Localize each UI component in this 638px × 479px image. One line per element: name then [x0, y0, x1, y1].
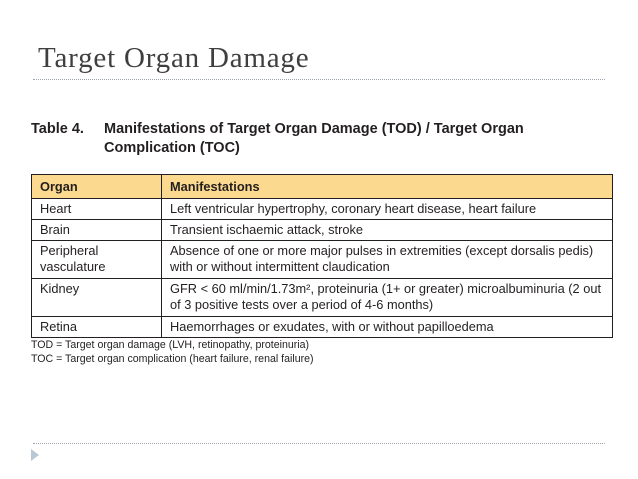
manifestation-cell: GFR < 60 ml/min/1.73m², proteinuria (1+ or greater) microalbuminuria (2 out of 3 positive tests over a period of 4-6 months): [162, 279, 613, 317]
tod-table: [31, 174, 613, 338]
manifestation-cell: Haemorrhages or exudates, with or without papilloedema: [162, 317, 613, 338]
manifestation-cell: Absence of one or more major pulses in extremities (except dorsalis pedis) with or without intermittent claudication: [162, 241, 613, 279]
table-caption-number: Table 4.: [31, 121, 84, 137]
header-organ: Organ: [32, 175, 162, 199]
organ-cell: Kidney: [32, 279, 162, 317]
title-divider: [33, 79, 605, 80]
footer-divider: [33, 443, 605, 444]
manifestation-cell: Left ventricular hypertrophy, coronary heart disease, heart failure: [162, 199, 613, 220]
table-row: [32, 199, 613, 220]
table-row: [32, 279, 613, 317]
table-row: [32, 317, 613, 338]
table-caption: [31, 120, 591, 158]
table-row: [32, 220, 613, 241]
manifestation-cell: Transient ischaemic attack, stroke: [162, 220, 613, 241]
footnote-tod: TOD = Target organ damage (LVH, retinopathy, proteinuria): [31, 339, 310, 351]
table-row: [32, 241, 613, 279]
slide-title: Target Organ Damage: [38, 42, 310, 74]
table-header-row: [32, 175, 613, 199]
organ-cell: Heart: [32, 199, 162, 220]
organ-cell: Brain: [32, 220, 162, 241]
table-footnotes: [31, 339, 314, 366]
organ-cell: Peripheral vasculature: [32, 241, 162, 279]
header-manifestations: Manifestations: [162, 175, 613, 199]
triangle-bullet-icon: [31, 449, 39, 461]
organ-cell: Retina: [32, 317, 162, 338]
footnote-toc: TOC = Target organ complication (heart failure, renal failure): [31, 352, 314, 365]
table-caption-text: Manifestations of Target Organ Damage (TOD) / Target Organ Complication (TOC): [104, 121, 524, 156]
